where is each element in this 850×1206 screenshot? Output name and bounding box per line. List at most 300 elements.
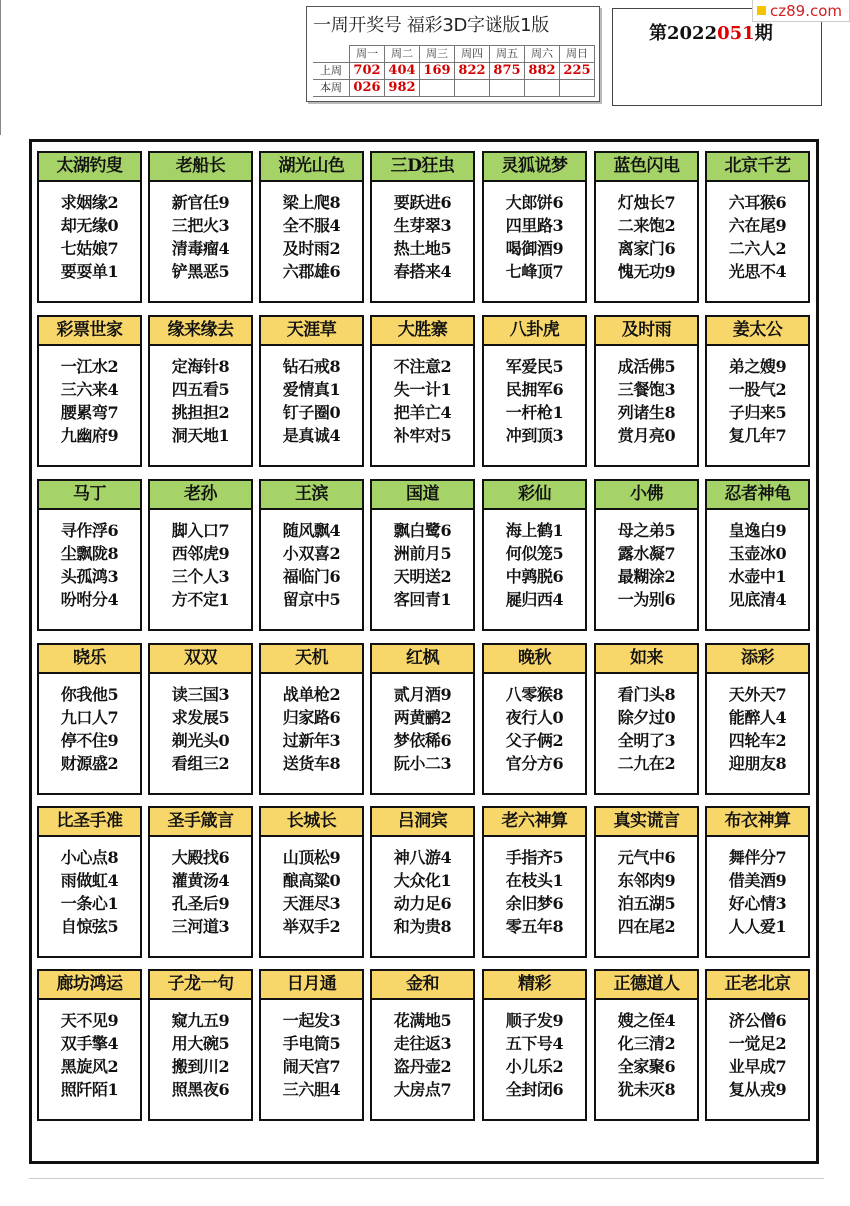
author-name: 金和 xyxy=(372,971,473,1000)
puzzle-cell xyxy=(594,806,699,958)
riddle-line: 光思不4 xyxy=(728,262,787,281)
riddle-line: 手电筒5 xyxy=(282,1034,341,1053)
riddle-line: 手指齐5 xyxy=(505,848,564,867)
riddle-line: 六郡雄6 xyxy=(282,262,341,281)
riddle-line: 两黄鹂2 xyxy=(393,708,452,727)
riddle-line: 花满地5 xyxy=(393,1011,452,1030)
draw-number xyxy=(490,80,525,97)
riddle-line: 读三国3 xyxy=(171,685,230,704)
puzzle-cell xyxy=(259,151,364,303)
day-header: 周一 xyxy=(350,46,385,63)
puzzle-cell xyxy=(37,151,142,303)
logo-text: cz89.com xyxy=(770,1,843,20)
riddle-line: 洲前月5 xyxy=(393,544,452,563)
riddle-line: 不注意2 xyxy=(393,357,452,376)
riddle-line: 黑旋风2 xyxy=(60,1057,119,1076)
riddle-lines xyxy=(707,683,808,775)
riddle-line: 过新年3 xyxy=(282,731,341,750)
draw-number: 404 xyxy=(385,63,420,80)
riddle-line: 是真诚4 xyxy=(282,426,341,445)
riddle-line: 余旧梦6 xyxy=(505,894,564,913)
riddle-line: 三六来4 xyxy=(60,380,119,399)
puzzle-cell xyxy=(705,806,810,958)
riddle-line: 民拥军6 xyxy=(505,380,564,399)
riddle-line: 全家聚6 xyxy=(617,1057,676,1076)
author-name: 缘来缘去 xyxy=(150,317,251,346)
riddle-line: 零五年8 xyxy=(505,917,564,936)
riddle-line: 业早成7 xyxy=(728,1057,787,1076)
author-name: 大胜寨 xyxy=(372,317,473,346)
author-name: 长城长 xyxy=(261,808,362,837)
riddle-lines xyxy=(39,355,140,447)
riddle-lines xyxy=(484,355,585,447)
riddle-line: 顺子发9 xyxy=(505,1011,564,1030)
riddle-line: 吩咐分4 xyxy=(60,590,119,609)
riddle-line: 一杆枪1 xyxy=(505,403,564,422)
riddle-line: 二九在2 xyxy=(617,754,676,773)
puzzle-cell xyxy=(482,479,587,631)
draw-number xyxy=(525,80,560,97)
puzzle-cell xyxy=(37,479,142,631)
author-name: 王滨 xyxy=(261,481,362,510)
riddle-line: 小儿乐2 xyxy=(505,1057,564,1076)
day-header: 周二 xyxy=(385,46,420,63)
riddle-line: 海上鹤1 xyxy=(505,521,564,540)
riddle-line: 福临门6 xyxy=(282,567,341,586)
riddle-line: 腰累弯7 xyxy=(60,403,119,422)
riddle-line: 大郎饼6 xyxy=(505,193,564,212)
riddle-lines xyxy=(372,355,473,447)
bottom-rule xyxy=(29,1178,824,1179)
weekly-results-panel xyxy=(306,6,600,102)
riddle-line: 九幽府9 xyxy=(60,426,119,445)
riddle-lines xyxy=(596,683,697,775)
riddle-lines xyxy=(484,519,585,611)
puzzle-cell xyxy=(37,643,142,795)
riddle-line: 照黑夜6 xyxy=(171,1080,230,1099)
riddle-line: 五下号4 xyxy=(505,1034,564,1053)
table-header-row xyxy=(313,46,595,63)
author-name: 正德道人 xyxy=(596,971,697,1000)
riddle-line: 神八游4 xyxy=(393,848,452,867)
riddle-line: 闹天宫7 xyxy=(282,1057,341,1076)
riddle-lines xyxy=(150,846,251,938)
riddle-lines xyxy=(707,519,808,611)
riddle-line: 弟之嫂9 xyxy=(728,357,787,376)
riddle-line: 母之弟5 xyxy=(617,521,676,540)
table-row xyxy=(313,80,595,97)
riddle-lines xyxy=(596,191,697,283)
author-name: 日月通 xyxy=(261,971,362,1000)
riddle-line: 借美酒9 xyxy=(728,871,787,890)
author-name: 忍者神龟 xyxy=(707,481,808,510)
riddle-line: 三把火3 xyxy=(171,216,230,235)
riddle-lines xyxy=(596,846,697,938)
day-header: 周六 xyxy=(525,46,560,63)
riddle-line: 随风飘4 xyxy=(282,521,341,540)
riddle-lines xyxy=(372,519,473,611)
riddle-line: 动力足6 xyxy=(393,894,452,913)
riddle-lines xyxy=(372,683,473,775)
author-name: 吕洞宾 xyxy=(372,808,473,837)
author-name: 老六神算 xyxy=(484,808,585,837)
riddle-line: 化三清2 xyxy=(617,1034,676,1053)
riddle-line: 一为别6 xyxy=(617,590,676,609)
riddle-line: 四里路3 xyxy=(505,216,564,235)
puzzle-cell xyxy=(148,969,253,1121)
riddle-line: 除夕过0 xyxy=(617,708,676,727)
draw-number xyxy=(560,80,595,97)
puzzle-cell xyxy=(370,643,475,795)
riddle-line: 人人爱1 xyxy=(728,917,787,936)
riddle-lines xyxy=(39,846,140,938)
riddle-line: 雨做虹4 xyxy=(60,871,119,890)
riddle-lines xyxy=(484,191,585,283)
riddle-line: 济公僧6 xyxy=(728,1011,787,1030)
riddle-line: 三个人3 xyxy=(171,567,230,586)
riddle-line: 梦依稀6 xyxy=(393,731,452,750)
puzzle-cell xyxy=(705,479,810,631)
riddle-lines xyxy=(484,1009,585,1101)
author-name: 双双 xyxy=(150,645,251,674)
issue-panel xyxy=(612,8,822,106)
riddle-line: 一觉足2 xyxy=(728,1034,787,1053)
riddle-line: 六耳猴6 xyxy=(728,193,787,212)
author-name: 八卦虎 xyxy=(484,317,585,346)
draw-number: 026 xyxy=(350,80,385,97)
riddle-line: 皇逸白9 xyxy=(728,521,787,540)
riddle-line: 何似笼5 xyxy=(505,544,564,563)
author-name: 蓝色闪电 xyxy=(596,153,697,182)
riddle-line: 天明送2 xyxy=(393,567,452,586)
author-name: 湖光山色 xyxy=(261,153,362,182)
riddle-line: 用大碗5 xyxy=(171,1034,230,1053)
riddle-line: 脚入口7 xyxy=(171,521,230,540)
author-name: 晚秋 xyxy=(484,645,585,674)
riddle-line: 大殿找6 xyxy=(171,848,230,867)
riddle-line: 大众化1 xyxy=(393,871,452,890)
riddle-lines xyxy=(150,355,251,447)
riddle-line: 钉子圈0 xyxy=(282,403,341,422)
puzzle-cell xyxy=(370,479,475,631)
riddle-line: 最糊涂2 xyxy=(617,567,676,586)
riddle-line: 复几年7 xyxy=(728,426,787,445)
author-name: 精彩 xyxy=(484,971,585,1000)
logo-square-icon xyxy=(757,6,766,15)
riddle-line: 屣归西4 xyxy=(505,590,564,609)
riddle-line: 天不见9 xyxy=(60,1011,119,1030)
riddle-lines xyxy=(707,846,808,938)
riddle-line: 四轮车2 xyxy=(728,731,787,750)
riddle-line: 玉壶冰0 xyxy=(728,544,787,563)
puzzle-cell xyxy=(259,969,364,1121)
riddle-line: 愧无功9 xyxy=(617,262,676,281)
author-name: 圣手箴言 xyxy=(150,808,251,837)
riddle-lines xyxy=(596,355,697,447)
riddle-line: 把羊亡4 xyxy=(393,403,452,422)
site-logo[interactable] xyxy=(752,0,850,22)
riddle-line: 你我他5 xyxy=(60,685,119,704)
riddle-lines xyxy=(261,846,362,938)
riddle-line: 爱情真1 xyxy=(282,380,341,399)
puzzle-cell xyxy=(148,643,253,795)
riddle-line: 天涯尽3 xyxy=(282,894,341,913)
puzzle-cell xyxy=(482,969,587,1121)
riddle-line: 搬到川2 xyxy=(171,1057,230,1076)
puzzle-cell xyxy=(705,315,810,467)
riddle-line: 成活佛5 xyxy=(617,357,676,376)
riddle-line: 战单枪2 xyxy=(282,685,341,704)
riddle-line: 客回青1 xyxy=(393,590,452,609)
row-label: 上周 xyxy=(313,63,350,80)
riddle-line: 方不定1 xyxy=(171,590,230,609)
riddle-lines xyxy=(596,519,697,611)
riddle-lines xyxy=(39,191,140,283)
riddle-line: 一条心1 xyxy=(60,894,119,913)
riddle-line: 好心情3 xyxy=(728,894,787,913)
riddle-line: 赏月亮0 xyxy=(617,426,676,445)
riddle-line: 热土地5 xyxy=(393,239,452,258)
riddle-line: 剃光头0 xyxy=(171,731,230,750)
riddle-line: 一江水2 xyxy=(60,357,119,376)
riddle-line: 及时雨2 xyxy=(282,239,341,258)
riddle-line: 定海针8 xyxy=(171,357,230,376)
author-name: 正老北京 xyxy=(707,971,808,1000)
author-name: 小佛 xyxy=(596,481,697,510)
issue-number xyxy=(649,19,773,45)
riddle-line: 贰月酒9 xyxy=(393,685,452,704)
puzzle-cell xyxy=(594,643,699,795)
riddle-line: 四在尾2 xyxy=(617,917,676,936)
weekly-results-table xyxy=(313,45,595,97)
riddle-line: 生芽翠3 xyxy=(393,216,452,235)
riddle-line: 灌黄汤4 xyxy=(171,871,230,890)
riddle-lines xyxy=(484,846,585,938)
riddle-line: 新官任9 xyxy=(171,193,230,212)
author-name: 三D狂虫 xyxy=(372,153,473,182)
puzzle-cell xyxy=(259,479,364,631)
riddle-line: 见底清4 xyxy=(728,590,787,609)
riddle-line: 春搭来4 xyxy=(393,262,452,281)
day-header: 周三 xyxy=(420,46,455,63)
puzzle-cell xyxy=(37,969,142,1121)
day-header: 周日 xyxy=(560,46,595,63)
riddle-line: 孔圣后9 xyxy=(171,894,230,913)
riddle-line: 犹未灭8 xyxy=(617,1080,676,1099)
riddle-line: 夜行人0 xyxy=(505,708,564,727)
issue-suffix: 期 xyxy=(754,23,773,44)
riddle-lines xyxy=(150,1009,251,1101)
riddle-line: 大房点7 xyxy=(393,1080,452,1099)
riddle-line: 洞天地1 xyxy=(171,426,230,445)
draw-number: 702 xyxy=(350,63,385,80)
riddle-line: 子归来5 xyxy=(728,403,787,422)
draw-number xyxy=(420,80,455,97)
riddle-line: 一股气2 xyxy=(728,380,787,399)
corner-cell xyxy=(313,46,350,63)
riddle-line: 停不住9 xyxy=(60,731,119,750)
riddle-line: 小心点8 xyxy=(60,848,119,867)
puzzle-cell xyxy=(37,806,142,958)
row-label: 本周 xyxy=(313,80,350,97)
puzzle-cell xyxy=(148,151,253,303)
riddle-line: 要耍单1 xyxy=(60,262,119,281)
riddle-line: 水壶中1 xyxy=(728,567,787,586)
riddle-lines xyxy=(707,191,808,283)
puzzle-cell xyxy=(370,315,475,467)
author-name: 老孙 xyxy=(150,481,251,510)
riddle-lines xyxy=(484,683,585,775)
riddle-line: 三河道3 xyxy=(171,917,230,936)
riddle-lines xyxy=(707,1009,808,1101)
author-name: 马丁 xyxy=(39,481,140,510)
puzzle-cell xyxy=(370,969,475,1121)
author-name: 彩票世家 xyxy=(39,317,140,346)
riddle-line: 铲黑恶5 xyxy=(171,262,230,281)
riddle-line: 寻作浮6 xyxy=(60,521,119,540)
riddle-line: 嫂之侄4 xyxy=(617,1011,676,1030)
riddle-line: 飘白鹭6 xyxy=(393,521,452,540)
riddle-line: 清毒瘤4 xyxy=(171,239,230,258)
riddle-lines xyxy=(261,191,362,283)
riddle-line: 二来饱2 xyxy=(617,216,676,235)
riddle-lines xyxy=(707,355,808,447)
author-name: 国道 xyxy=(372,481,473,510)
riddle-line: 天外天7 xyxy=(728,685,787,704)
panel-title: 一周开奖号 福彩3D字谜版1版 xyxy=(313,15,549,36)
author-name: 晓乐 xyxy=(39,645,140,674)
puzzle-cell xyxy=(705,969,810,1121)
riddle-line: 自惊弦5 xyxy=(60,917,119,936)
riddle-line: 复从戎9 xyxy=(728,1080,787,1099)
author-name: 太湖钓叟 xyxy=(39,153,140,182)
riddle-line: 全封闭6 xyxy=(505,1080,564,1099)
riddle-line: 补牢对5 xyxy=(393,426,452,445)
author-name: 廊坊鸿运 xyxy=(39,971,140,1000)
riddle-lines xyxy=(261,1009,362,1101)
riddle-line: 舞伴分7 xyxy=(728,848,787,867)
draw-number: 875 xyxy=(490,63,525,80)
riddle-line: 钻石戒8 xyxy=(282,357,341,376)
riddle-lines xyxy=(150,683,251,775)
author-name: 真实谎言 xyxy=(596,808,697,837)
author-name: 及时雨 xyxy=(596,317,697,346)
riddle-line: 八零猴8 xyxy=(505,685,564,704)
riddle-lines xyxy=(372,1009,473,1101)
riddle-lines xyxy=(261,519,362,611)
riddle-line: 尘飘陇8 xyxy=(60,544,119,563)
riddle-line: 留京中5 xyxy=(282,590,341,609)
puzzle-cell xyxy=(259,806,364,958)
riddle-line: 一起发3 xyxy=(282,1011,341,1030)
riddle-line: 二六人2 xyxy=(728,239,787,258)
riddle-lines xyxy=(596,1009,697,1101)
puzzle-cell xyxy=(594,315,699,467)
puzzle-cell xyxy=(482,151,587,303)
riddle-line: 盗丹壶2 xyxy=(393,1057,452,1076)
riddle-line: 梁上爬8 xyxy=(282,193,341,212)
puzzle-cell xyxy=(37,315,142,467)
riddle-line: 举双手2 xyxy=(282,917,341,936)
riddle-line: 灯烛长7 xyxy=(617,193,676,212)
riddle-line: 和为贵8 xyxy=(393,917,452,936)
puzzle-cell xyxy=(594,969,699,1121)
riddle-line: 酿高粱0 xyxy=(282,871,341,890)
riddle-line: 阮小二3 xyxy=(393,754,452,773)
draw-number: 169 xyxy=(420,63,455,80)
draw-number: 882 xyxy=(525,63,560,80)
riddle-line: 头孤鸿3 xyxy=(60,567,119,586)
riddle-lines xyxy=(39,519,140,611)
author-name: 子龙一句 xyxy=(150,971,251,1000)
riddle-line: 窥九五9 xyxy=(171,1011,230,1030)
riddle-line: 却无缘0 xyxy=(60,216,119,235)
riddle-line: 能醉人4 xyxy=(728,708,787,727)
riddle-line: 走往返3 xyxy=(393,1034,452,1053)
riddle-line: 求姻缘2 xyxy=(60,193,119,212)
puzzle-cell xyxy=(259,315,364,467)
puzzle-cell xyxy=(148,315,253,467)
riddle-line: 在枝头1 xyxy=(505,871,564,890)
draw-number xyxy=(455,80,490,97)
riddle-line: 要跃进6 xyxy=(393,193,452,212)
author-name: 如来 xyxy=(596,645,697,674)
riddle-line: 露水凝7 xyxy=(617,544,676,563)
riddle-line: 三餐饱3 xyxy=(617,380,676,399)
riddle-line: 喝御酒9 xyxy=(505,239,564,258)
puzzle-cell xyxy=(370,806,475,958)
puzzle-cell xyxy=(148,806,253,958)
draw-number: 822 xyxy=(455,63,490,80)
riddle-lines xyxy=(372,191,473,283)
draw-number: 225 xyxy=(560,63,595,80)
riddle-line: 泊五湖5 xyxy=(617,894,676,913)
riddle-line: 军爱民5 xyxy=(505,357,564,376)
riddle-line: 官分方6 xyxy=(505,754,564,773)
riddle-line: 送货车8 xyxy=(282,754,341,773)
day-header: 周四 xyxy=(455,46,490,63)
puzzle-cell xyxy=(594,151,699,303)
riddle-line: 东邻肉9 xyxy=(617,871,676,890)
riddle-line: 冲到顶3 xyxy=(505,426,564,445)
author-name: 彩仙 xyxy=(484,481,585,510)
puzzle-cell xyxy=(482,643,587,795)
riddle-line: 求发展5 xyxy=(171,708,230,727)
riddle-lines xyxy=(150,191,251,283)
author-name: 北京千艺 xyxy=(707,153,808,182)
riddle-line: 挑担担2 xyxy=(171,403,230,422)
author-name: 姜太公 xyxy=(707,317,808,346)
puzzle-cell xyxy=(482,315,587,467)
puzzle-cell xyxy=(705,643,810,795)
riddle-line: 西邻虎9 xyxy=(171,544,230,563)
riddle-line: 九口人7 xyxy=(60,708,119,727)
puzzle-cell xyxy=(148,479,253,631)
riddle-line: 全不服4 xyxy=(282,216,341,235)
riddle-lines xyxy=(261,355,362,447)
riddle-line: 看门头8 xyxy=(617,685,676,704)
riddle-line: 六在尾9 xyxy=(728,216,787,235)
riddle-line: 看组三2 xyxy=(171,754,230,773)
left-rule xyxy=(0,0,1,135)
riddle-line: 双手擎4 xyxy=(60,1034,119,1053)
riddle-line: 全明了3 xyxy=(617,731,676,750)
puzzle-cell xyxy=(594,479,699,631)
riddle-lines xyxy=(261,683,362,775)
author-name: 布衣神算 xyxy=(707,808,808,837)
riddle-line: 山顶松9 xyxy=(282,848,341,867)
author-name: 天涯草 xyxy=(261,317,362,346)
